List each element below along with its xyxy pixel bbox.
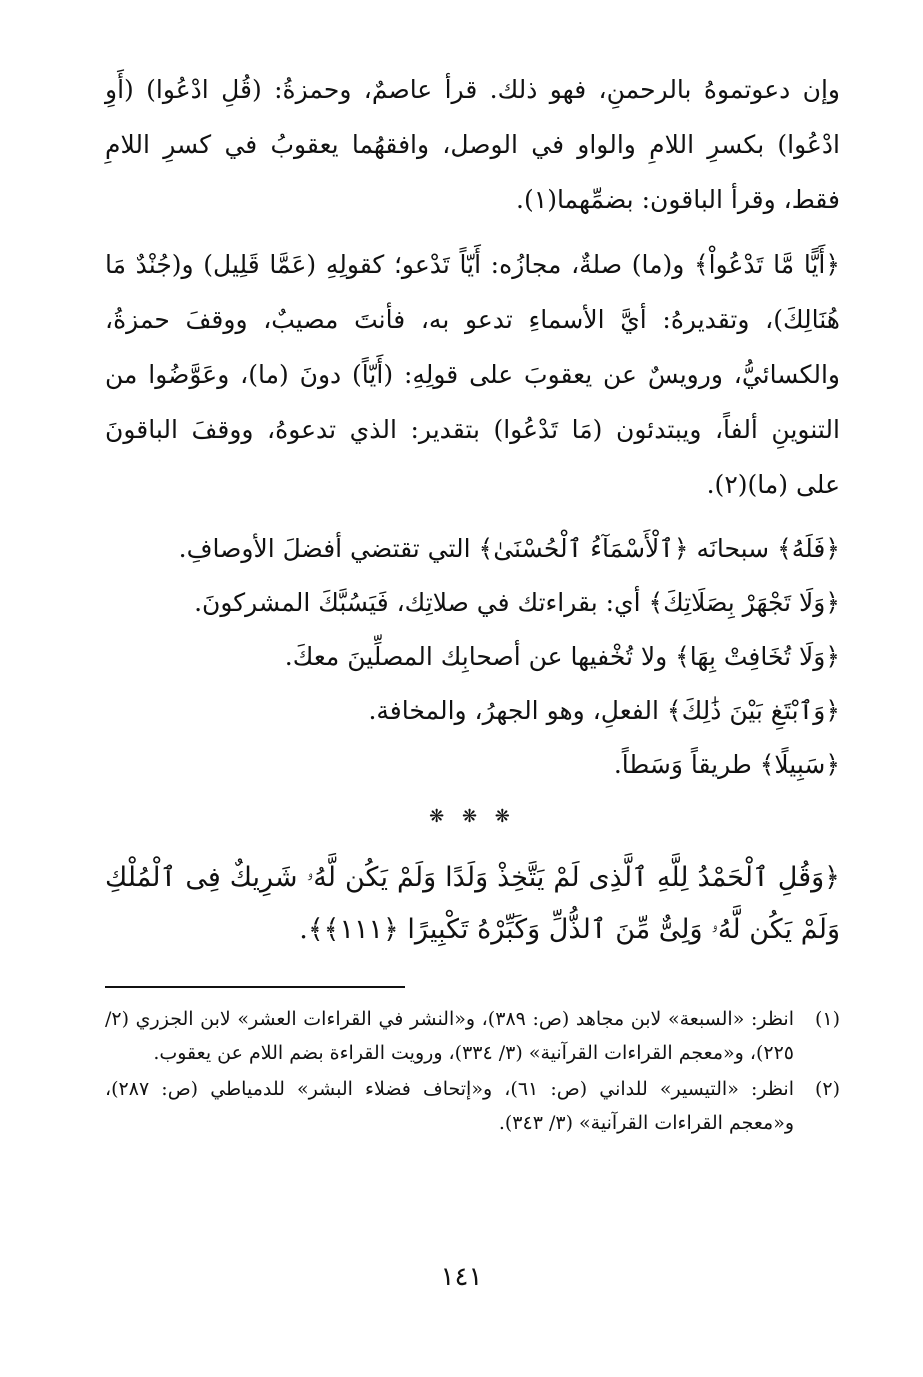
verse-commentary-line: ﴿وَلَا تَجْهَرْ بِصَلَاتِكَ﴾ أي: بقراءتك في صلاتِك، فَيَسُبَّكَ المشركونَ. xyxy=(194,588,840,617)
verse-commentary-line: ﴿فَلَهُ﴾ سبحانَه ﴿ٱلْأَسْمَآءُ ٱلْحُسْنَىٰ﴾ التي تقتضي أفضلَ الأوصافِ. xyxy=(178,534,840,563)
footnote-text: انظر: «التيسير» للداني (ص: ٦١)، و«إتحاف فضلاء البشر» للدمياطي (ص: ٢٨٧)، و«معجم القراءات القرآنية» (٣/ ٣٤٣). xyxy=(105,1078,794,1134)
verse-commentary-line: ﴿وَلَا تُخَافِتْ بِهَا﴾ ولا تُخْفيها عن أصحابِك المصلِّينَ معكَ. xyxy=(284,642,840,671)
footnote-number: (١) xyxy=(814,1008,840,1030)
verse-commentary-line: ﴿سَبِيلًا﴾ طريقاً وَسَطاً. xyxy=(613,750,840,779)
footnote-number: (٢) xyxy=(814,1078,840,1100)
footnote-divider xyxy=(105,986,405,988)
footnote xyxy=(105,1002,840,1070)
page-number: ١٤١ xyxy=(440,1262,483,1292)
footnote-text: انظر: «السبعة» لابن مجاهد (ص: ٣٨٩)، و«النشر في القراءات العشر» لابن الجزري (٢/ ٢٢٥)، و«معجم القراءات القرآنية» (٣/ ٣٣٤)، ورويت القراءة بضم اللام عن يعقوب. xyxy=(105,1008,794,1064)
section-separator: ❋ ❋ ❋ xyxy=(429,806,516,827)
paragraph: ﴿أَيًّا مَّا تَدْعُواْ﴾ و(ما) صلةٌ، مجازُه: أَيّاً تَدْعو؛ كقولِهِ (عَمَّا قَلِيل) و(جُنْدٌ مَا هُنَالِكَ)، وتقديرهُ: أيَّ الأسماءِ تدعو به، فأنتَ مصيبٌ، ووقفَ حمزةُ، والكسائيُّ، ورويسٌ عن يعقوبَ على قولِهِ: (أَيّاً) دونَ (ما)، وعَوَّضُوا من التنوينِ ألفاً، ويبتدئون (مَا تَدْعُوا) بتقدير: الذي تدعوهُ، ووقفَ الباقونَ على (ما)(٢). xyxy=(105,250,840,499)
quran-verse: ﴿وَقُلِ ٱلْحَمْدُ لِلَّهِ ٱلَّذِى لَمْ يَتَّخِذْ وَلَدًا وَلَمْ يَكُن لَّهُۥ شَرِيكٌ فِى ٱلْمُلْكِ وَلَمْ يَكُن لَّهُۥ وَلِىٌّ مِّنَ ٱلذُّلِّ وَكَبِّرْهُ تَكْبِيرًا ﴿١١١﴾﴾. xyxy=(105,862,840,945)
paragraph: وإن دعوتموهُ بالرحمنِ، فهو ذلك. قرأ عاصمٌ، وحمزةُ: (قُلِ ادْعُوا) (أَوِ ادْعُوا) بكسرِ اللامِ والواو في الوصل، وافقهُما يعقوبُ في كسرِ اللامِ فقط، وقرأ الباقون: بضمِّهما(١). xyxy=(105,75,840,214)
footnote xyxy=(105,1072,840,1140)
verse-commentary-line: ﴿وَٱبْتَغِ بَيْنَ ذَٰلِكَ﴾ الفعلِ، وهو الجهرُ، والمخافة. xyxy=(368,696,840,725)
page-body xyxy=(105,62,840,1142)
